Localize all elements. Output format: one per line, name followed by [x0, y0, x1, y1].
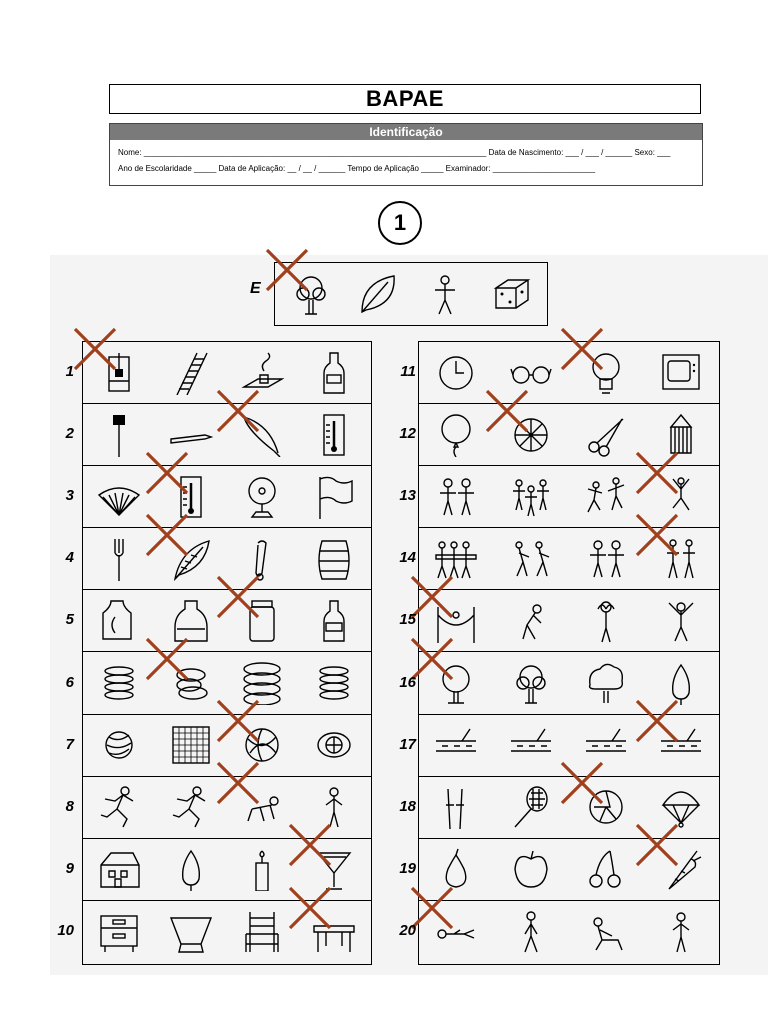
option-2[interactable] — [494, 404, 569, 465]
item-row-2 — [83, 404, 371, 466]
item-number: 14 — [399, 549, 416, 567]
item-number: 3 — [65, 487, 74, 505]
option-2[interactable] — [494, 528, 569, 589]
item-number: 5 — [65, 611, 74, 629]
option-2[interactable] — [494, 901, 569, 963]
option-2[interactable] — [494, 466, 569, 527]
option-4[interactable] — [298, 528, 370, 589]
item-number: 9 — [65, 859, 74, 877]
item-row-19 — [419, 839, 719, 901]
item-number: 13 — [399, 487, 416, 505]
left-panel — [82, 341, 372, 965]
option-4[interactable] — [643, 342, 718, 403]
option-4[interactable] — [298, 901, 370, 963]
option-4[interactable] — [298, 342, 370, 403]
item-row-3 — [83, 466, 371, 528]
option-2[interactable] — [494, 839, 569, 900]
item-number: 8 — [65, 797, 74, 815]
title-box — [109, 84, 701, 114]
item-number: 2 — [65, 425, 74, 443]
option-2[interactable] — [155, 901, 227, 963]
page-number-circle — [378, 201, 422, 245]
item-number: 18 — [399, 797, 416, 815]
item-row-5 — [83, 590, 371, 652]
option-2[interactable] — [494, 590, 569, 651]
item-number: 19 — [399, 859, 416, 877]
option-1[interactable] — [281, 263, 341, 325]
option-4[interactable] — [298, 653, 370, 714]
page-number: 1 — [393, 210, 407, 235]
item-row-11 — [419, 342, 719, 404]
item-number: 12 — [399, 425, 416, 443]
item-number: 15 — [399, 611, 416, 629]
item-row-15 — [419, 590, 719, 652]
option-4[interactable] — [298, 590, 370, 651]
option-1[interactable] — [419, 715, 494, 776]
option-4[interactable] — [482, 263, 542, 325]
option-4[interactable] — [643, 715, 718, 776]
example-box — [274, 262, 548, 326]
option-3[interactable] — [569, 342, 644, 403]
option-1[interactable] — [83, 901, 155, 963]
identification-line-2: Ano de Escolaridade _____ Data de Aplicação: __ / __ / ______ Tempo de Aplicação _____ Examinador: _______________________ — [118, 164, 596, 173]
option-3[interactable] — [569, 590, 644, 651]
option-2[interactable] — [348, 263, 408, 325]
option-4[interactable] — [298, 466, 370, 527]
item-number: 10 — [57, 921, 74, 939]
item-number: 16 — [399, 673, 416, 691]
option-4[interactable] — [643, 528, 718, 589]
item-number: 7 — [65, 735, 74, 753]
option-3[interactable] — [415, 263, 475, 325]
option-1[interactable] — [419, 466, 494, 527]
option-2[interactable] — [155, 839, 227, 900]
option-1[interactable] — [83, 839, 155, 900]
right-panel — [418, 341, 720, 965]
option-4[interactable] — [298, 404, 370, 465]
option-1[interactable] — [419, 777, 494, 838]
identification-header: Identificação — [110, 124, 702, 140]
option-1[interactable] — [83, 777, 155, 838]
item-row-20 — [419, 901, 719, 963]
option-3[interactable] — [227, 404, 299, 465]
option-4[interactable] — [643, 901, 718, 963]
option-4[interactable] — [298, 715, 370, 776]
option-1[interactable] — [83, 342, 155, 403]
item-number: 20 — [399, 921, 416, 939]
option-2[interactable] — [494, 653, 569, 714]
option-1[interactable] — [419, 653, 494, 714]
option-3[interactable] — [569, 901, 644, 963]
option-1[interactable] — [83, 715, 155, 776]
item-number: 11 — [400, 363, 416, 381]
page-title: BAPAE — [366, 86, 444, 111]
item-row-10 — [83, 901, 371, 963]
item-row-14 — [419, 528, 719, 590]
item-number: 4 — [65, 549, 74, 567]
item-number: 17 — [399, 735, 416, 753]
option-4[interactable] — [643, 839, 718, 900]
option-1[interactable] — [419, 901, 494, 963]
item-number: 1 — [65, 363, 74, 381]
option-3[interactable] — [227, 466, 299, 527]
identification-box — [109, 123, 703, 186]
example-label: E — [250, 280, 261, 297]
option-4[interactable] — [643, 590, 718, 651]
identification-line-1: Nome: _____________________________________________________________________________ Data de Nascimento: ___ / ___ / ______ Sexo: ___ — [118, 148, 671, 157]
item-number: 6 — [65, 673, 74, 691]
option-3[interactable] — [227, 590, 299, 651]
